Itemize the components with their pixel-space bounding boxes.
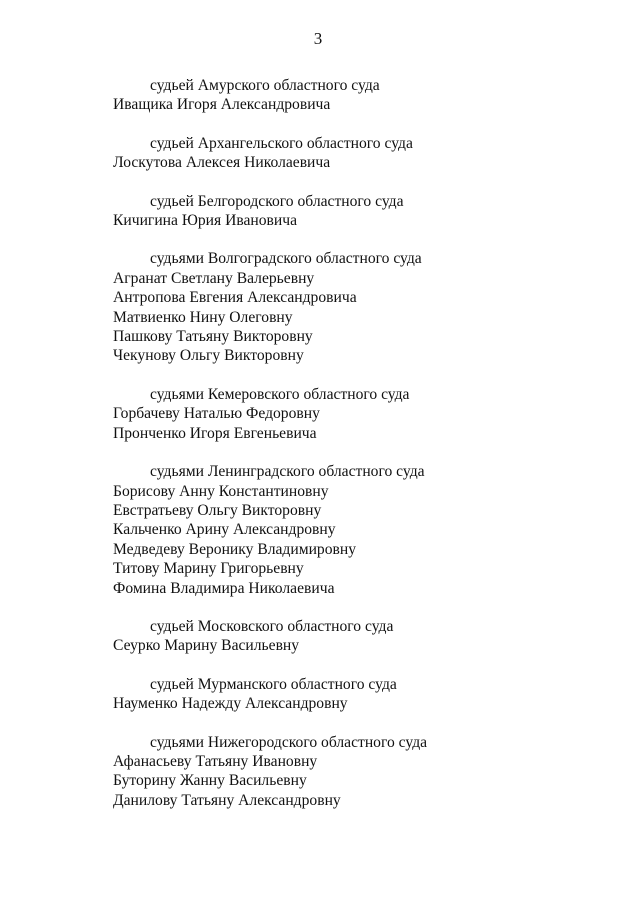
judge-name: Сеурко Марину Васильевну (113, 637, 300, 655)
page-number: 3 (313, 29, 323, 48)
section-heading: судьей Белгородского областного суда (150, 192, 404, 210)
court-section-nizhny-novgorod (113, 733, 613, 811)
court-section-leningrad (113, 462, 613, 598)
judge-name: Пашкову Татьяну Викторовну (113, 328, 313, 346)
judge-name: Иващика Игоря Александровича (113, 96, 331, 114)
judge-name: Титову Марину Григорьевну (113, 560, 304, 578)
judge-name: Борисову Анну Константиновну (113, 482, 329, 500)
section-heading: судьей Амурского областного суда (150, 77, 380, 94)
judge-name: Антропова Евгения Александровича (113, 289, 357, 307)
judge-name: Пронченко Игоря Евгеньевича (113, 424, 317, 442)
section-heading: судьей Архангельского областного суда (150, 134, 413, 152)
court-section-kemerovo (113, 385, 613, 443)
section-heading: судьями Кемеровского областного суда (150, 385, 410, 403)
section-heading: судьями Нижегородского областного суда (150, 733, 428, 751)
court-section-volgograd (113, 249, 613, 365)
court-section-arkhangelsk (113, 134, 613, 173)
court-section-murmansk (113, 675, 613, 714)
judge-name: Данилову Татьяну Александровну (113, 791, 341, 809)
section-heading: судьями Ленинградского областного суда (150, 463, 425, 481)
judge-name: Матвиенко Нину Олеговну (113, 308, 293, 326)
court-section-moscow (113, 617, 613, 656)
section-heading: судьей Московского областного суда (150, 617, 394, 635)
document-body (113, 76, 613, 829)
section-heading: судьей Мурманского областного суда (150, 675, 397, 693)
judge-name: Чекунову Ольгу Викторовну (113, 347, 304, 365)
court-section-belgorod (113, 192, 613, 231)
judge-name: Медведеву Веронику Владимировну (113, 540, 357, 558)
judge-name: Евстратьеву Ольгу Викторовну (113, 501, 322, 519)
judge-name: Фомина Владимира Николаевича (113, 579, 335, 597)
judge-name: Лоскутова Алексея Николаевича (113, 154, 331, 172)
judge-name: Афанасьеву Татьяну Ивановну (113, 752, 318, 770)
judge-name: Буторину Жанну Васильевну (113, 772, 307, 790)
judge-name: Кальченко Арину Александровну (113, 521, 336, 539)
court-section-amur (113, 76, 613, 115)
judge-name: Агранат Светлану Валерьевну (113, 269, 315, 287)
judge-name: Горбачеву Наталью Федоровну (113, 405, 320, 423)
judge-name: Науменко Надежду Александровну (113, 695, 348, 713)
section-heading: судьями Волгоградского областного суда (150, 250, 422, 268)
judge-name: Кичигина Юрия Ивановича (113, 212, 298, 230)
